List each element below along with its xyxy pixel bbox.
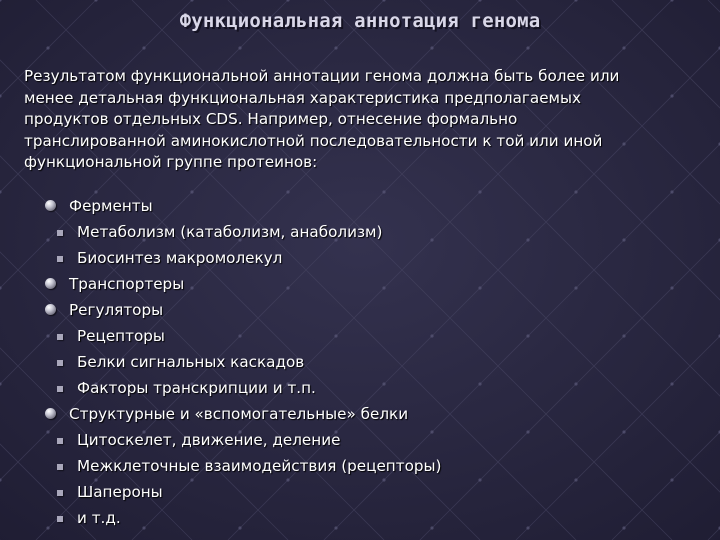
sub-item-label: Шапероны [77, 483, 163, 501]
slide-title: Функциональная аннотация генома [179, 10, 541, 32]
sub-item-label: Белки сигнальных каскадов [77, 353, 305, 371]
list-item [44, 375, 684, 401]
list-item [44, 427, 684, 453]
square-bullet-icon [57, 360, 63, 366]
sub-item-label: и т.д. [77, 509, 121, 527]
sphere-bullet-icon [45, 278, 56, 289]
list-item [44, 219, 684, 245]
intro-paragraph [24, 66, 704, 174]
list-item-enzymes [44, 193, 684, 219]
list-item [44, 323, 684, 349]
square-bullet-icon [57, 230, 63, 236]
intro-line: транслированной аминокислотной последовательности к той или иной [24, 131, 603, 150]
square-bullet-icon [57, 490, 63, 496]
protein-group-list [44, 193, 684, 531]
square-bullet-icon [57, 386, 63, 392]
list-item [44, 479, 684, 505]
sub-item-label: Биосинтез макромолекул [77, 249, 283, 267]
square-bullet-icon [57, 256, 63, 262]
list-item-structural [44, 401, 684, 427]
list-item-transporters [44, 271, 684, 297]
group-label: Ферменты [69, 197, 153, 215]
square-bullet-icon [57, 438, 63, 444]
sub-item-label: Цитоскелет, движение, деление [77, 431, 341, 449]
sub-item-label: Межклеточные взаимодействия (рецепторы) [77, 457, 442, 475]
intro-line: функциональной группе протеинов: [24, 153, 318, 171]
sub-item-label: Метаболизм (катаболизм, анаболизм) [77, 223, 383, 241]
sphere-bullet-icon [45, 408, 56, 419]
group-label: Структурные и «вспомогательные» белки [69, 405, 409, 423]
list-item-regulators [44, 297, 684, 323]
list-item [44, 453, 684, 479]
sub-item-label: Рецепторы [77, 327, 165, 345]
sphere-bullet-icon [45, 304, 56, 315]
square-bullet-icon [57, 516, 63, 522]
square-bullet-icon [57, 334, 63, 340]
list-item [44, 245, 684, 271]
square-bullet-icon [57, 464, 63, 470]
sphere-bullet-icon [45, 200, 56, 211]
list-item [44, 505, 684, 531]
group-label: Транспортеры [69, 275, 185, 293]
group-label: Регуляторы [69, 301, 164, 319]
intro-line: продуктов отдельных CDS. Например, отнесение формально [24, 110, 518, 128]
sub-item-label: Факторы транскрипции и т.п. [77, 379, 316, 397]
list-item [44, 349, 684, 375]
intro-line: менее детальная функциональная характеристика предполагаемых [24, 88, 581, 107]
intro-line: Результатом функциональной аннотации генома должна быть более или [24, 67, 620, 85]
